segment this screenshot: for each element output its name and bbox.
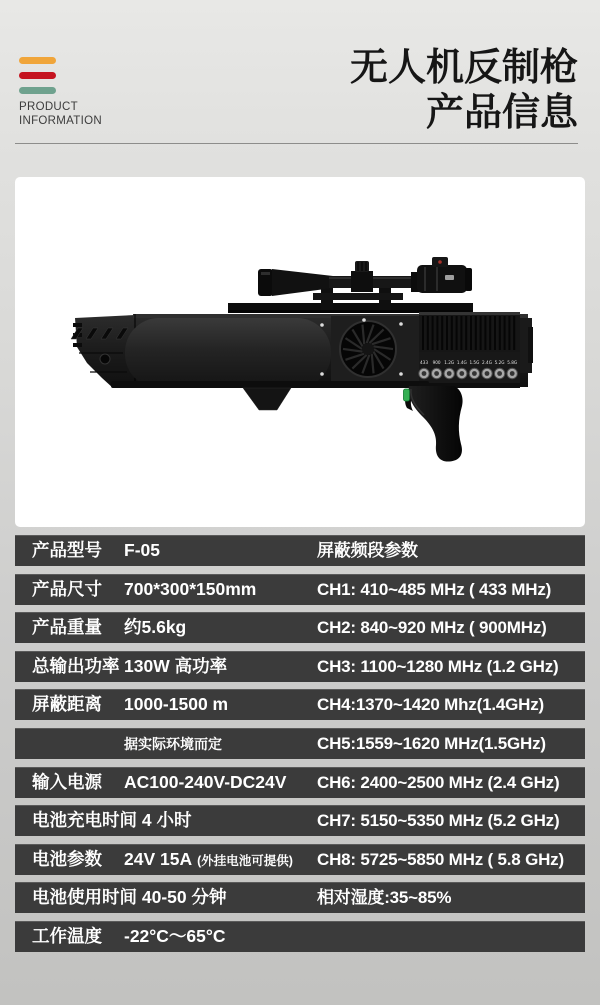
spec-value: 130W 高功率 [124, 655, 228, 676]
brand-line-1: PRODUCT [19, 101, 78, 113]
page-title-line-1: 无人机反制枪 [349, 47, 578, 89]
header-divider [15, 143, 578, 144]
spec-left-cell [15, 652, 317, 682]
spec-left-cell [15, 922, 317, 952]
svg-text:433: 433 [420, 360, 428, 365]
spec-label: 输入电源 [32, 771, 102, 792]
logo-bar-2 [19, 72, 56, 79]
logo-bar-3 [19, 87, 56, 94]
fan-vent [331, 316, 419, 387]
spec-row [15, 728, 585, 759]
spec-value: 700*300*150mm [124, 578, 257, 599]
spec-right-cell: 相对湿度:35~85% [317, 888, 452, 908]
gun [71, 257, 533, 462]
stock-knob [100, 354, 110, 364]
spec-row [15, 612, 585, 643]
spec-right-cell: CH1: 410~485 MHz ( 433 MHz) [317, 579, 552, 599]
spec-label: 产品型号 [32, 540, 102, 560]
spec-row [15, 805, 585, 836]
spec-right-cell: CH7: 5150~5350 MHz (5.2 GHz) [317, 811, 560, 831]
spec-value: 约5.6kg [124, 617, 187, 638]
spec-right-cell: CH8: 5725~5850 MHz ( 5.8 GHz) [317, 849, 564, 869]
page-title-line-2: 产品信息 [425, 92, 578, 134]
spec-table [15, 535, 585, 960]
svg-text:1.2G: 1.2G [444, 360, 455, 365]
front-fin [243, 388, 291, 410]
spec-label: 工作温度 [32, 925, 102, 946]
brand-text [19, 100, 102, 128]
spec-right-cell: CH3: 1100~1280 MHz (1.2 GHz) [317, 656, 559, 676]
spec-label: 电池参数 [32, 848, 102, 869]
spec-row [15, 689, 585, 720]
pistol-grip [409, 386, 463, 462]
spec-label: 电池充电时间 4 小时 [32, 810, 192, 831]
svg-text:1.5G: 1.5G [469, 360, 480, 365]
product-photo [15, 177, 585, 527]
spec-label: 总输出功率 [32, 655, 120, 676]
brand-logo [19, 57, 56, 102]
spec-right-cell [317, 922, 585, 952]
spec-left-cell [15, 536, 317, 566]
spec-value: 1000-1500 m [124, 694, 229, 715]
spec-row [15, 651, 585, 682]
spec-label: 产品重量 [32, 617, 102, 638]
spec-label: 产品尺寸 [32, 578, 102, 599]
spec-row [15, 844, 585, 875]
svg-text:2.4G: 2.4G [482, 360, 492, 365]
spec-row [15, 921, 585, 952]
illumination-red-dot [438, 260, 442, 264]
spec-value: AC100-240V-DC24V [124, 771, 287, 792]
spec-left-cell [15, 845, 317, 875]
spec-left-cell [15, 613, 317, 643]
spec-value: 24V 15A [124, 848, 193, 869]
rifle-scope [258, 257, 472, 310]
svg-text:5.8G: 5.8G [507, 360, 518, 365]
spec-right-cell: CH2: 840~920 MHz ( 900MHz) [317, 618, 547, 638]
spec-label: 屏蔽距离 [32, 694, 102, 715]
spec-label: 电池使用时间 40-50 分钟 [32, 887, 227, 908]
svg-text:900: 900 [432, 360, 441, 365]
svg-text:1.4G: 1.4G [456, 360, 467, 365]
spec-right-cell: CH6: 2400~2500 MHz (2.4 GHz) [317, 772, 560, 792]
power-switch-green [404, 389, 410, 401]
product-photo-card [15, 177, 585, 527]
svg-text:5.2G: 5.2G [494, 360, 505, 365]
spec-row [15, 535, 585, 566]
spec-right-cell: CH4:1370~1420 Mhz(1.4GHz) [317, 695, 544, 715]
spec-note: (外挂电池可提供) [197, 853, 293, 868]
heatsink-fins [419, 312, 520, 352]
spec-value: 据实际环境而定 [124, 735, 222, 752]
scope-brand-patch [445, 275, 454, 280]
spec-row [15, 574, 585, 605]
page-title [350, 46, 578, 136]
spec-left-cell [15, 575, 317, 605]
spec-right-cell: CH5:1559~1620 MHz(1.5GHz) [317, 733, 546, 753]
spec-value: F-05 [124, 540, 160, 560]
spec-left-cell [15, 806, 317, 836]
spec-left-cell [15, 690, 317, 720]
spec-row [15, 767, 585, 798]
spec-right-cell: 屏蔽频段参数 [317, 541, 418, 560]
side-panel [125, 318, 331, 388]
spec-left-cell [15, 883, 317, 913]
spec-value: -22°C～65°C [124, 925, 226, 946]
brand-line-2: INFORMATION [19, 115, 102, 127]
spec-left-cell [15, 729, 317, 759]
spec-left-cell [15, 768, 317, 798]
spec-row [15, 882, 585, 913]
logo-bar-1 [19, 57, 56, 64]
